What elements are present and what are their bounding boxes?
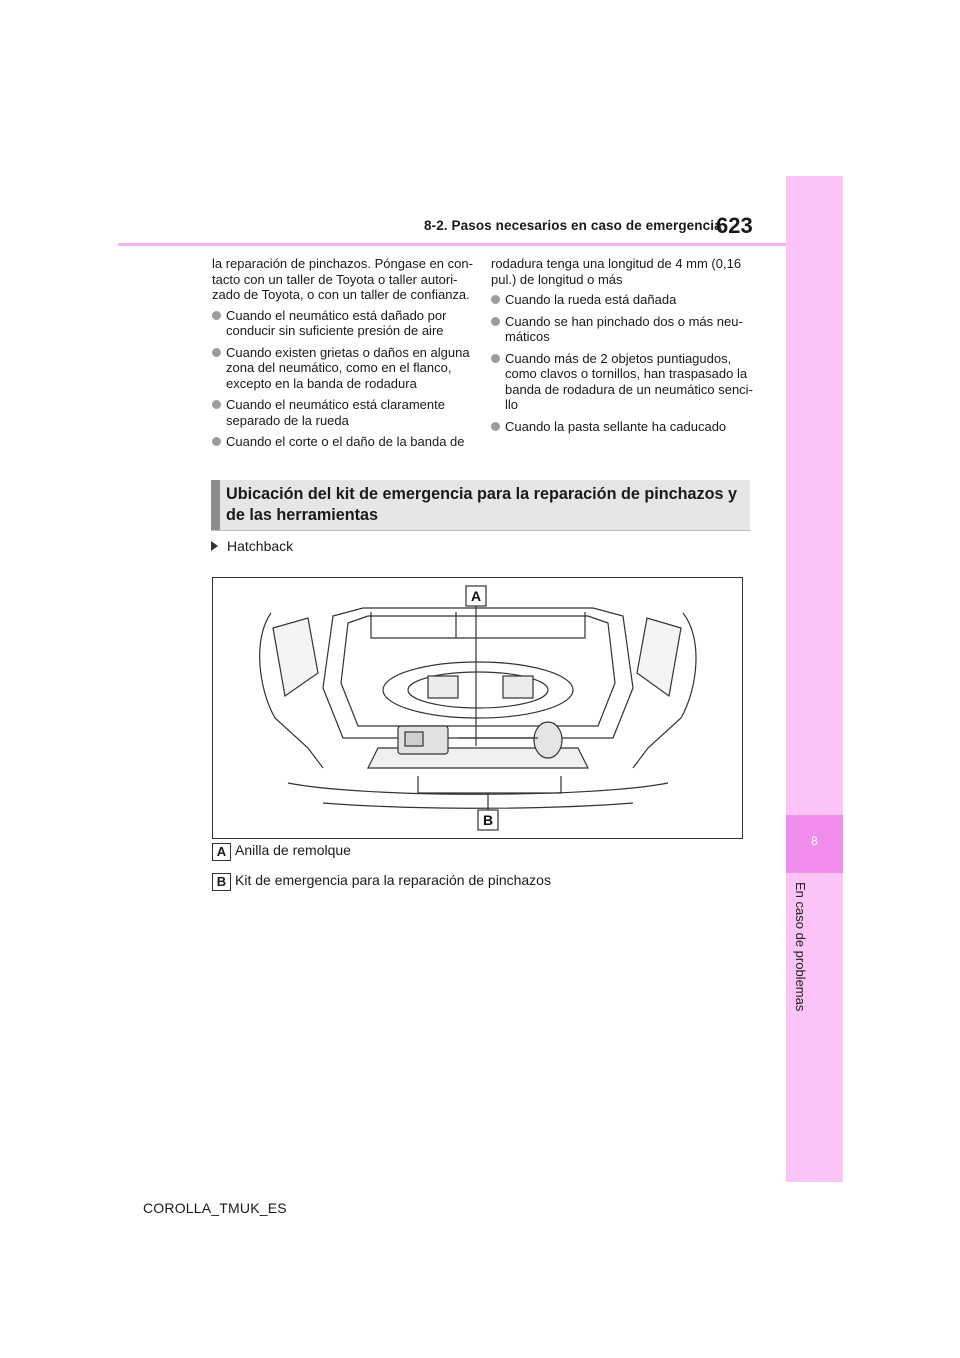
list-item (212, 345, 474, 392)
legend-item-b (212, 872, 551, 891)
legend-text-b: Kit de emergencia para la reparación de pinchazos (235, 872, 551, 888)
legend-text-a: Anilla de remolque (235, 842, 351, 858)
triangle-bullet-icon (211, 541, 218, 551)
callout-b-label: B (482, 812, 494, 828)
hatchback-trunk-drawing (213, 578, 742, 838)
legend-key-b: B (212, 873, 231, 891)
section-title: Ubicación del kit de emergencia para la reparación de pinchazos y de las herramientas (226, 485, 737, 524)
right-column (491, 256, 753, 440)
chapter-number: 8 (811, 834, 818, 848)
running-header: 8-2. Pasos necesarios en caso de emergencia (424, 218, 722, 233)
bullet-icon (491, 295, 500, 304)
section-heading-box (211, 480, 750, 531)
legend-key-a: A (212, 843, 231, 861)
list-item (491, 351, 753, 413)
list-item (491, 292, 753, 308)
bullet-icon (212, 311, 221, 320)
list-item-text: Cuando la pasta sellante ha caducado (505, 418, 727, 434)
cargo-area-illustration (212, 577, 743, 839)
list-item-text: Cuando la rueda está dañada (505, 292, 677, 307)
bullet-icon (491, 354, 500, 363)
list-item (212, 308, 474, 339)
chapter-side-tab (786, 176, 843, 1182)
list-item (212, 397, 474, 428)
list-item (212, 434, 474, 450)
legend-item-a (212, 842, 351, 861)
variant-text: Hatchback (227, 538, 294, 554)
list-item-text: Cuando existen grietas o daños en alguna zona del neumático, como en el flanco, excepto en la banda de rodadura (226, 344, 470, 391)
list-item (491, 419, 753, 435)
list-item-text: Cuando el neumático está claramente separado de la rueda (226, 397, 445, 428)
list-item-text: Cuando se han pinchado dos o más neu-máticos (505, 313, 743, 344)
section-accent-bar (211, 480, 220, 530)
list-item-text: Cuando el corte o el daño de la banda de (226, 434, 465, 449)
page-number: 623 (716, 213, 753, 238)
bullet-icon (212, 400, 221, 409)
list-item-text: Cuando el neumático está dañado por conducir sin suficiente presión de aire (226, 307, 447, 338)
bullet-icon (491, 317, 500, 326)
callout-a-label: A (470, 588, 482, 604)
chapter-label: En caso de problemas (793, 882, 808, 1012)
list-item (491, 314, 753, 345)
left-column (212, 256, 474, 456)
variant-label (211, 538, 293, 554)
intro-paragraph: la reparación de pinchazos. Póngase en con-tacto con un taller de Toyota o taller autori-zado de Toyota, o con un taller de confianza. (212, 256, 473, 302)
list-item-text: Cuando más de 2 objetos puntiagudos, como clavos o tornillos, han traspasado la banda de rodadura de un neumático senci-llo (505, 350, 753, 412)
bullet-icon (212, 348, 221, 357)
bullet-icon (212, 437, 221, 446)
footer-code: COROLLA_TMUK_ES (143, 1200, 287, 1216)
continuation-paragraph: rodadura tenga una longitud de 4 mm (0,16 pul.) de longitud o más (491, 256, 742, 287)
bullet-icon (491, 422, 500, 431)
header-rule (118, 243, 786, 246)
